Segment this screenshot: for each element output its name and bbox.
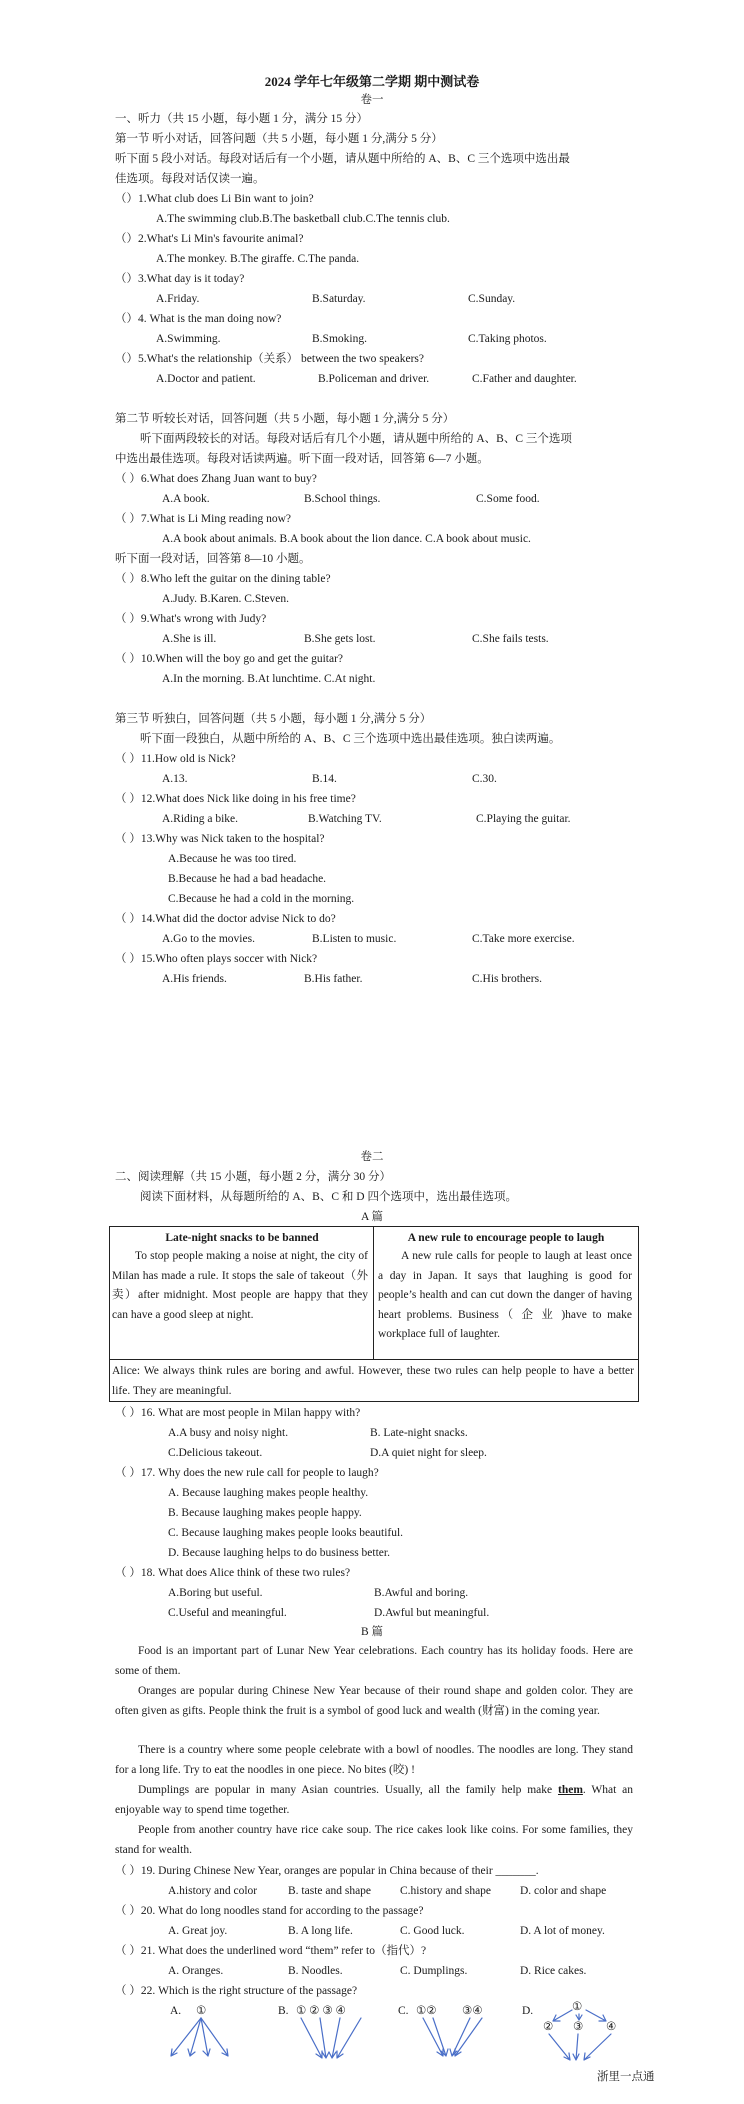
question-16: （ ）16. What are most people in Milan happy with? — [115, 1407, 361, 1419]
question-15-option-a: A.His friends. — [162, 973, 227, 985]
question-3: （）3.What day is it today? — [115, 273, 245, 285]
question-16-option-b: B. Late-night snacks. — [370, 1427, 468, 1439]
alice-comment: Alice: We always think rules are boring and awful. However, these two rules can help people to have a better life. They are meaningful. — [112, 1365, 634, 1397]
question-18-option-d: D.Awful but meaningful. — [374, 1607, 490, 1619]
question-16-option-c: C.Delicious takeout. — [168, 1447, 263, 1459]
passage-b-paragraph-5: People from another country have rice cake soup. The rice cakes look like coins. For some families, they stand for wealth. — [115, 1824, 633, 1856]
question-20-option-a: A. Great joy. — [168, 1925, 228, 1937]
question-5-option-c: C.Father and daughter. — [472, 373, 577, 385]
question-19: （ ）19. During Chinese New Year, oranges are popular in China because of their _______. — [115, 1865, 539, 1877]
listening-heading: 一、听力（共 15 小题，每小题 1 分，满分 15 分） — [115, 113, 368, 125]
question-3-option-b: B.Saturday. — [312, 293, 366, 305]
question-11: （ ）11.How old is Nick? — [115, 753, 236, 765]
question-21-option-c: C. Dumplings. — [400, 1965, 468, 1977]
question-18-option-a: A.Boring but useful. — [168, 1587, 263, 1599]
question-21-option-d: D. Rice cakes. — [520, 1965, 587, 1977]
question-19-option-b: B. taste and shape — [288, 1885, 372, 1897]
question-18-option-c: C.Useful and meaningful. — [168, 1607, 287, 1619]
question-22-option-b-label: B. — [278, 2005, 289, 2017]
passage-b-paragraph-1: Food is an important part of Lunar New Year celebrations. Each country has its holiday foods. Here are some of them. — [115, 1645, 633, 1677]
diagram-d-node-1: ① — [572, 2001, 583, 2013]
part-two-label: 卷二 — [360, 1151, 384, 1163]
question-20-option-d: D. A lot of money. — [520, 1925, 605, 1937]
diagram-d-node-4: ④ — [606, 2021, 617, 2033]
question-8: （ ）8.Who left the guitar on the dining table? — [115, 573, 331, 585]
question-4: （）4. What is the man doing now? — [115, 313, 282, 325]
question-9-option-c: C.She fails tests. — [472, 633, 549, 645]
passage-b-paragraph-2: Oranges are popular during Chinese New Year because of their round shape and golden color. They are often given as gifts. People think the fruit is a symbol of good luck and wealth (财富) in the coming year. — [115, 1685, 633, 1717]
sec1-intro-line1: 听下面 5 段小对话。每段对话后有一个小题，请从题中所给的 A、B、C 三个选项中选出最 — [115, 153, 570, 165]
question-3-option-c: C.Sunday. — [468, 293, 516, 305]
question-2-options: A.The monkey. B.The giraffe. C.The panda. — [156, 253, 360, 265]
passage-b-label: B 篇 — [360, 1626, 384, 1638]
question-1: （）1.What club does Li Bin want to join? — [115, 193, 314, 205]
question-14-option-a: A.Go to the movies. — [162, 933, 255, 945]
diagram-a-node: ① — [196, 2005, 207, 2017]
question-18-option-b: B.Awful and boring. — [374, 1587, 469, 1599]
question-5-option-b: B.Policeman and driver. — [318, 373, 430, 385]
diagram-d-node-3: ③ — [573, 2021, 584, 2033]
underlined-word-them: them — [557, 1784, 583, 1796]
sec3-intro: 听下面一段独白，从题中所给的 A、B、C 三个选项中选出最佳选项。独白读两遍。 — [140, 733, 561, 745]
question-22-option-a-label: A. — [170, 2005, 182, 2017]
question-10-options: A.In the morning. B.At lunchtime. C.At night. — [162, 673, 376, 685]
question-18: （ ）18. What does Alice think of these two rules? — [115, 1567, 351, 1579]
question-14-option-b: B.Listen to music. — [312, 933, 397, 945]
question-16-option-a: A.A busy and noisy night. — [168, 1427, 289, 1439]
question-11-option-b: B.14. — [312, 773, 337, 785]
question-12-option-c: C.Playing the guitar. — [476, 813, 571, 825]
question-17-option-c: C. Because laughing makes people looks beautiful. — [168, 1527, 404, 1539]
question-17-option-b: B. Because laughing makes people happy. — [168, 1507, 362, 1519]
page-title: 2024 学年七年级第二学期 期中测试卷 — [264, 74, 480, 89]
question-5: （）5.What's the relationship（关系） between the two speakers? — [115, 353, 424, 365]
passage-b-paragraph-3: There is a country where some people celebrate with a bowl of noodles. The noodles are long. They stand for a long life. Try to eat the noodles in one piece. No bites (咬) ! — [115, 1744, 633, 1776]
sec2-intro-line2: 中选出最佳选项。每段对话读两遍。听下面一段对话，回答第 6—7 小题。 — [115, 453, 489, 465]
question-4-option-a: A.Swimming. — [156, 333, 221, 345]
question-16-option-d: D.A quiet night for sleep. — [370, 1447, 487, 1459]
question-13: （ ）13.Why was Nick taken to the hospital? — [115, 833, 325, 845]
question-1-options: A.The swimming club.B.The basketball club.C.The tennis club. — [156, 213, 450, 225]
sec1-intro-line2: 佳选项。每段对话仅读一遍。 — [115, 173, 265, 185]
question-22: （ ）22. Which is the right structure of the passage? — [115, 1985, 358, 1997]
question-19-option-d: D. color and shape — [520, 1885, 607, 1897]
question-20-option-b: B. A long life. — [288, 1925, 353, 1937]
question-10: （ ）10.When will the boy go and get the guitar? — [115, 653, 344, 665]
right-article-body: A new rule calls for people to laugh at least once a day in Japan. It says that laughing is good for people’s health and can cut down the danger of having heart problems. Business（ 企 业 )have to make workplace full of laughter. — [378, 1250, 632, 1340]
part-one-label: 卷一 — [360, 94, 384, 106]
sec1-heading: 第一节 听小对话，回答问题（共 5 小题，每小题 1 分,满分 5 分） — [115, 133, 443, 145]
question-17-option-a: A. Because laughing makes people healthy. — [168, 1487, 369, 1499]
diagram-b-arrows — [301, 2018, 361, 2058]
question-12-option-b: B.Watching TV. — [308, 813, 382, 825]
question-12-option-a: A.Riding a bike. — [162, 813, 239, 825]
question-7-options: A.A book about animals. B.A book about the lion dance. C.A book about music. — [162, 533, 531, 545]
question-13-option-a: A.Because he was too tired. — [168, 853, 297, 865]
diagram-a-arrows — [171, 2018, 228, 2056]
question-11-option-a: A.13. — [162, 773, 188, 785]
question-9-option-b: B.She gets lost. — [304, 633, 376, 645]
passage-a-label: A 篇 — [360, 1211, 384, 1223]
diagram-c-nodes-left: ①② — [416, 2005, 437, 2017]
left-article-title: Late-night snacks to be banned — [165, 1232, 319, 1244]
watermark-text: 浙里一点通 — [597, 2071, 655, 2083]
sec2-heading: 第二节 听较长对话，回答问题（共 5 小题，每小题 1 分,满分 5 分） — [115, 413, 455, 425]
question-7: （ ）7.What is Li Ming reading now? — [115, 513, 291, 525]
question-20: （ ）20. What do long noodles stand for according to the passage? — [115, 1905, 424, 1917]
paragraph-4-text-before: Dumplings are popular in many Asian countries. Usually, all the family help make — [138, 1784, 558, 1796]
left-article-body: To stop people making a noise at night, the city of Milan has made a rule. It stops the sale of takeout（外卖）after midnight. Most people are happy that they can have a good sleep at night. — [112, 1250, 368, 1321]
paragraph-4-text-after: . What an enjoyable way to spend time together. — [115, 1784, 633, 1816]
question-2: （）2.What's Li Min's favourite animal? — [115, 233, 304, 245]
question-21-option-a: A. Oranges. — [168, 1965, 224, 1977]
sec2-mid-instruction: 听下面一段对话，回答第 8—10 小题。 — [115, 553, 311, 565]
question-20-option-c: C. Good luck. — [400, 1925, 465, 1937]
question-17: （ ）17. Why does the new rule call for people to laugh? — [115, 1467, 379, 1479]
question-19-option-c: C.history and shape — [400, 1885, 492, 1897]
question-9-option-a: A.She is ill. — [162, 633, 217, 645]
diagram-d-arrows — [549, 2010, 611, 2060]
question-21-option-b: B. Noodles. — [288, 1965, 343, 1977]
diagram-c-nodes-right: ③④ — [462, 2005, 483, 2017]
sec3-heading: 第三节 听独白，回答问题（共 5 小题，每小题 1 分,满分 5 分） — [115, 713, 432, 725]
reading-intro: 阅读下面材料，从每题所给的 A、B、C 和 D 四个选项中，选出最佳选项。 — [140, 1191, 517, 1203]
question-8-options: A.Judy. B.Karen. C.Steven. — [162, 593, 290, 605]
question-11-option-c: C.30. — [472, 773, 497, 785]
right-article-title: A new rule to encourage people to laugh — [407, 1232, 605, 1244]
sec2-intro-line1: 听下面两段较长的对话。每段对话后有几个小题，请从题中所给的 A、B、C 三个选项 — [140, 433, 572, 445]
question-15-option-b: B.His father. — [304, 973, 363, 985]
diagram-c-arrows — [423, 2018, 482, 2056]
question-4-option-c: C.Taking photos. — [468, 333, 547, 345]
question-14-option-c: C.Take more exercise. — [472, 933, 575, 945]
question-6-option-a: A.A book. — [162, 493, 210, 505]
reading-heading: 二、阅读理解（共 15 小题，每小题 2 分，满分 30 分） — [115, 1171, 391, 1183]
question-21: （ ）21. What does the underlined word “them” refer to（指代）? — [115, 1945, 427, 1957]
question-14: （ ）14.What did the doctor advise Nick to do? — [115, 913, 336, 925]
question-13-option-c: C.Because he had a cold in the morning. — [168, 893, 355, 905]
question-17-option-d: D. Because laughing helps to do business better. — [168, 1547, 390, 1559]
question-5-option-a: A.Doctor and patient. — [156, 373, 256, 385]
question-19-option-a: A.history and color — [168, 1885, 258, 1897]
question-3-option-a: A.Friday. — [156, 293, 200, 305]
diagram-d-node-2: ② — [543, 2021, 554, 2033]
question-15: （ ）15.Who often plays soccer with Nick? — [115, 953, 318, 965]
diagram-b-nodes: ① ② ③ ④ — [296, 2005, 346, 2017]
question-9: （ ）9.What's wrong with Judy? — [115, 613, 267, 625]
question-22-option-c-label: C. — [398, 2005, 409, 2017]
question-12: （ ）12.What does Nick like doing in his free time? — [115, 793, 356, 805]
question-15-option-c: C.His brothers. — [472, 973, 542, 985]
question-6: （ ）6.What does Zhang Juan want to buy? — [115, 473, 317, 485]
question-22-option-d-label: D. — [522, 2005, 534, 2017]
question-13-option-b: B.Because he had a bad headache. — [168, 873, 327, 885]
question-4-option-b: B.Smoking. — [312, 333, 367, 345]
question-6-option-c: C.Some food. — [476, 493, 540, 505]
question-6-option-b: B.School things. — [304, 493, 381, 505]
